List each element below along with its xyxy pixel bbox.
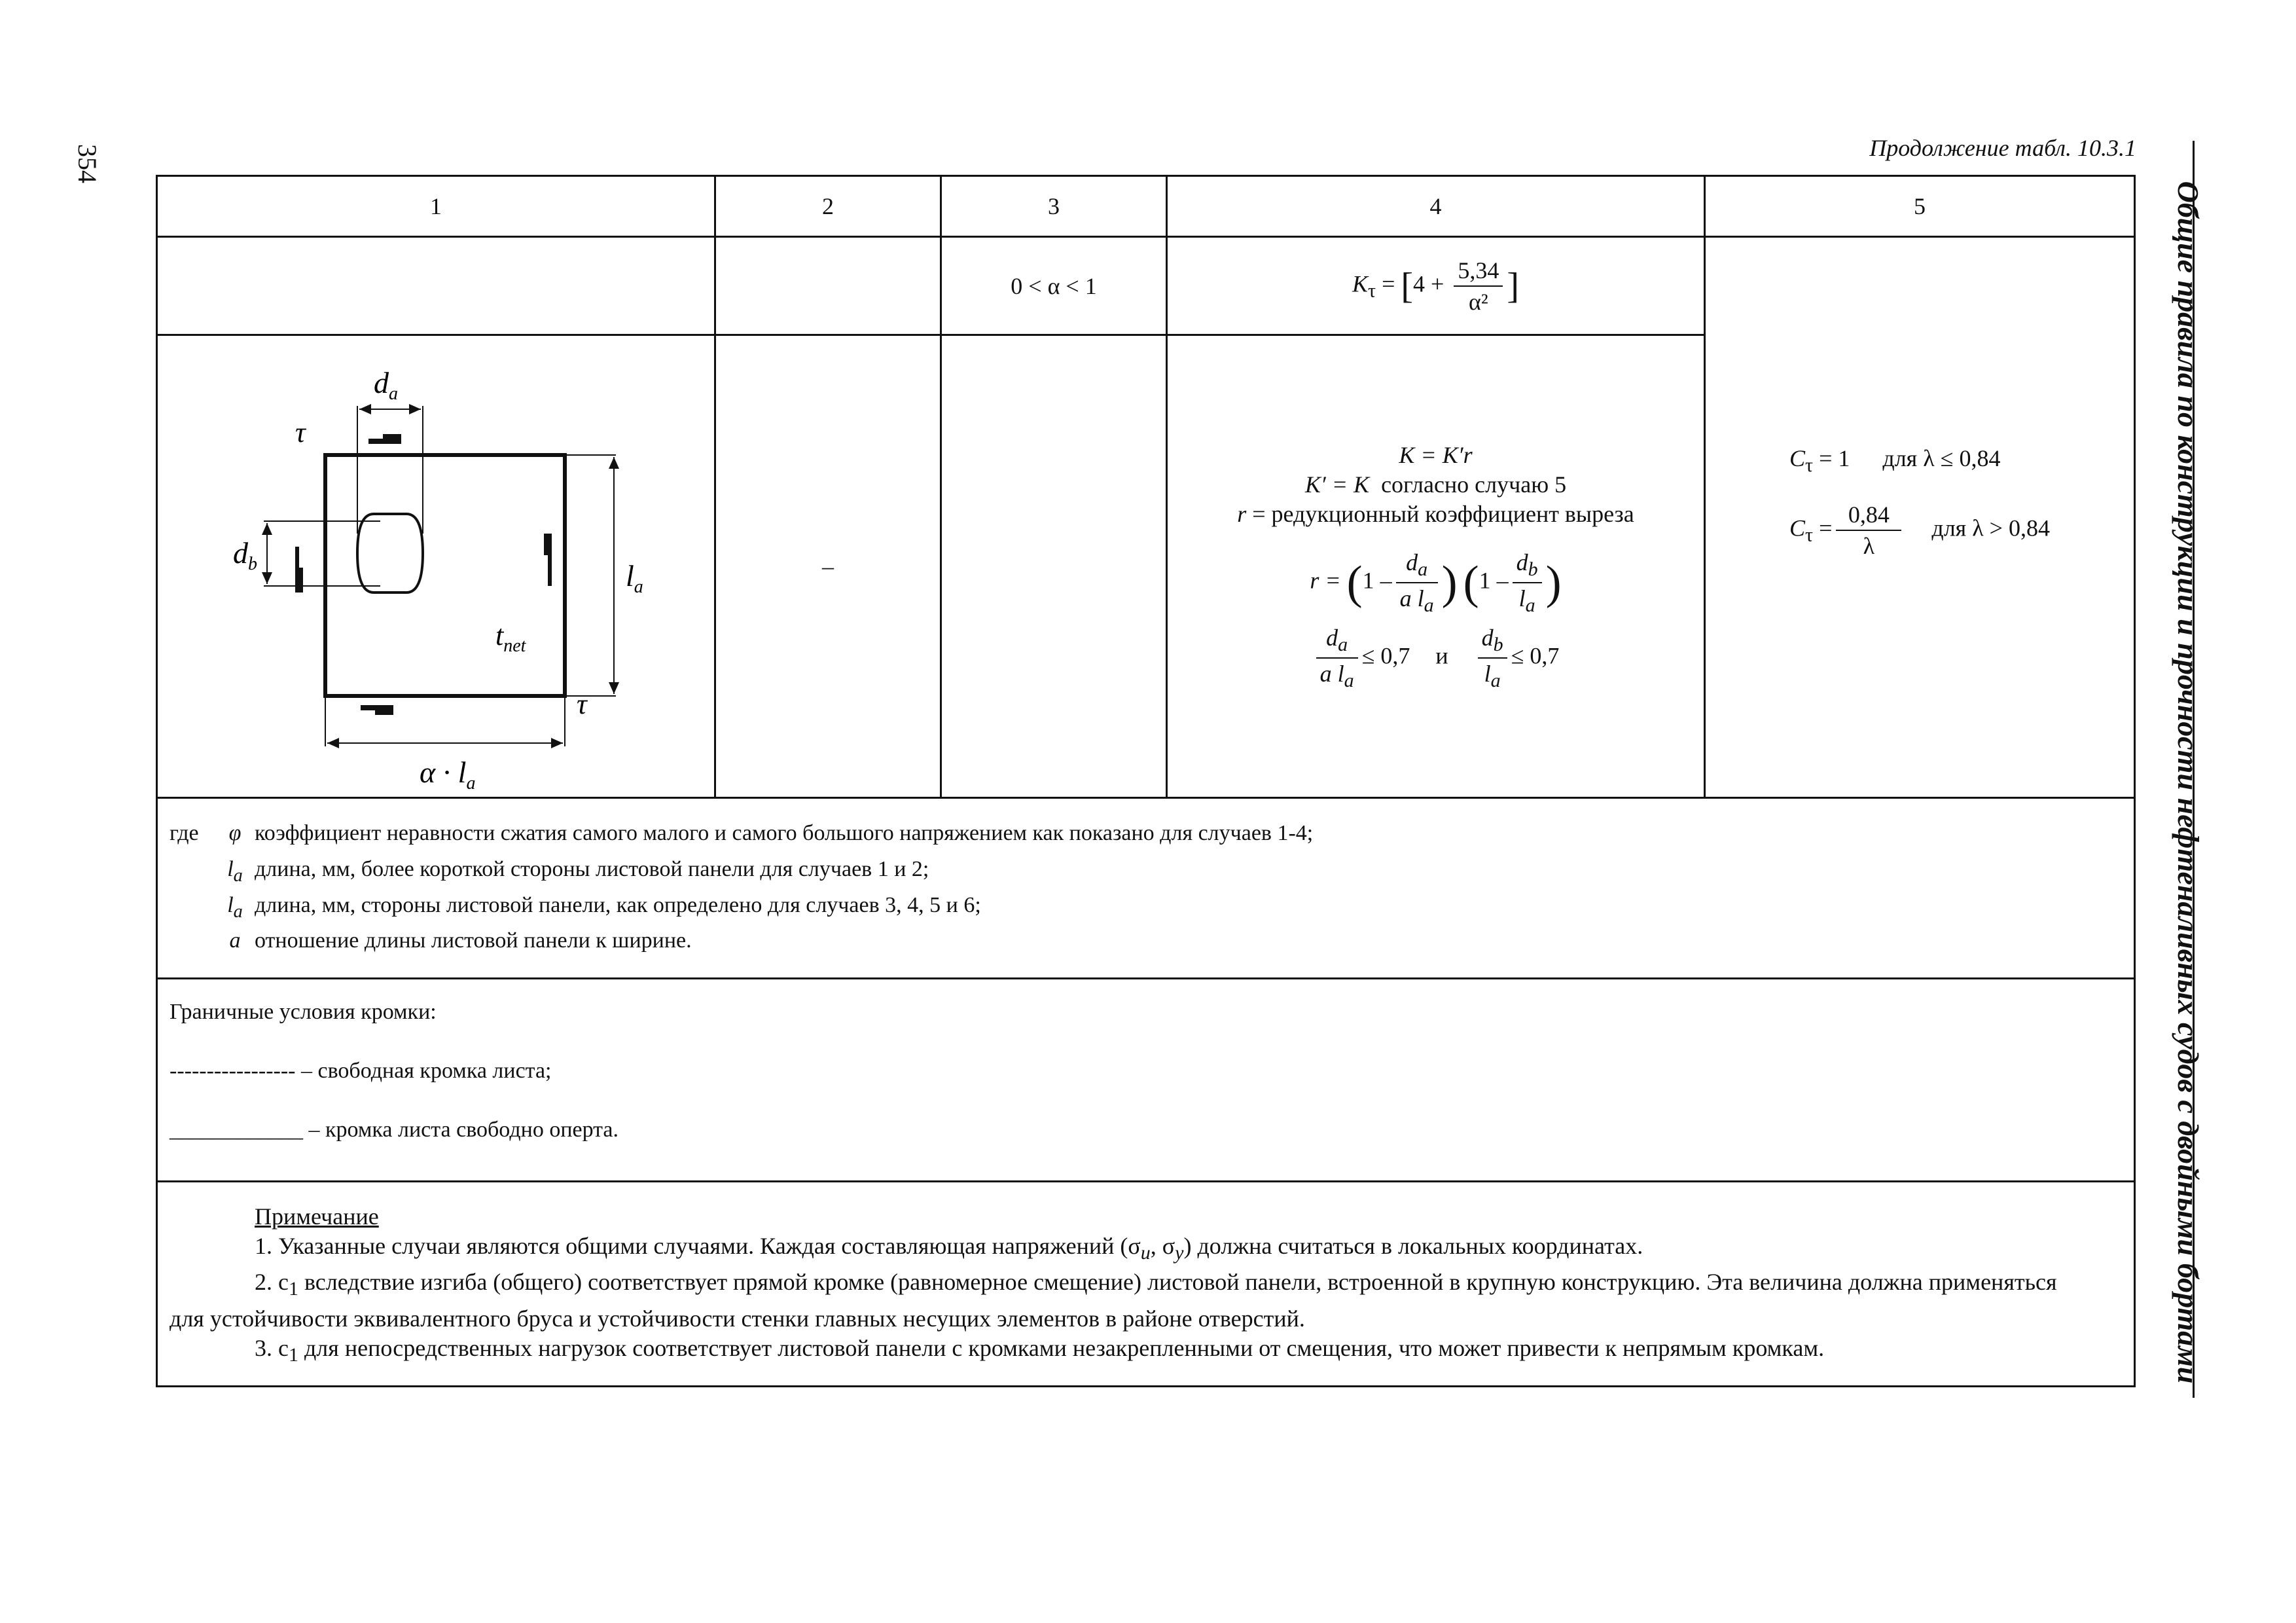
table-row-boundary: [157, 979, 2135, 1182]
tau-top-label: τ: [295, 416, 306, 448]
shear-arrow-top: [368, 434, 401, 444]
paren-open-2: (: [1463, 556, 1479, 609]
side-title-container: [2149, 151, 2227, 1414]
where-item: [170, 818, 2122, 854]
shear-arrow-bottom: [361, 705, 393, 715]
bracket-open: [: [1401, 265, 1414, 306]
boundary-title: Граничные условия кромки:: [170, 1000, 437, 1025]
where-symbol: $l_a$: [227, 892, 243, 922]
r-definition-line: [1168, 500, 1704, 529]
ratio-limits: [1168, 624, 1704, 692]
row1-col1: [157, 237, 715, 335]
plate-opening-figure: [158, 337, 716, 795]
c-tau-1-sub: τ: [1805, 454, 1814, 477]
where-item: [170, 890, 2122, 926]
k-tau-fraction: [1454, 257, 1503, 316]
c-tau-cell: [1705, 237, 2135, 798]
k-line-text: K = K′r: [1399, 442, 1473, 469]
k-tau-lhs: K: [1352, 270, 1368, 297]
db-ratio-den: $l_a$: [1518, 585, 1535, 617]
one-minus-1: 1 –: [1362, 567, 1392, 594]
where-gde: где: [170, 821, 199, 845]
c-tau-case-2: [1789, 501, 2050, 560]
and-word: и: [1435, 642, 1448, 668]
shear-arrow-left: [295, 547, 303, 593]
shear-arrow-right: [544, 534, 552, 586]
tau-bottom-label: τ: [577, 688, 587, 720]
r-symbol: r: [1237, 501, 1247, 528]
da-label: $d_a$: [374, 366, 398, 404]
da-ratio-num: $d_a$: [1396, 549, 1438, 583]
r-lhs: r =: [1310, 567, 1341, 594]
paren-close-2: ): [1545, 556, 1562, 609]
opening-outline: [357, 514, 423, 593]
where-text: длина, мм, стороны листовой панели, как определено для случаев 3, 4, 5 и 6;: [255, 892, 981, 917]
limit-fraction-2: [1478, 624, 1507, 692]
limit-1-den: a $l_a$: [1319, 660, 1354, 691]
alpha-range-cell: 0 < α < 1: [941, 237, 1167, 335]
c-tau-2-denominator: λ: [1863, 533, 1875, 559]
table-row-where: [157, 798, 2135, 979]
k-tau-formula: [1167, 237, 1705, 335]
note-2-continued: для устойчивости эквивалентного бруса и устойчивости стенки главных несущих элементов в районе отверстий.: [170, 1305, 1305, 1332]
header-col-3: 3: [941, 176, 1167, 237]
k-tau-four-plus: 4 +: [1413, 270, 1450, 297]
c-tau-case-1: [1789, 435, 2050, 481]
where-text: отношение длины листовой панели к ширине.: [255, 928, 692, 953]
boundary-conditions: [157, 979, 2135, 1182]
k-prime-line: [1168, 470, 1704, 500]
k-tau-denominator: α²: [1469, 288, 1488, 315]
header-col-2: 2: [715, 176, 941, 237]
c-tau-1-symbol: C: [1789, 445, 1806, 471]
k-prime-eq: K′ = K: [1304, 471, 1370, 498]
note-1: 1. Указанные случаи являются общими случаями. Каждая составляющая напряжений ($\sigma_u$, $\sigma_y$) должна считаться в локальных координатах.: [255, 1233, 1643, 1264]
limit-1-num: $d_a$: [1316, 624, 1358, 659]
row2-col2: –: [715, 335, 941, 798]
opening-figure-cell: [157, 335, 715, 798]
paren-close-1: ): [1441, 556, 1458, 609]
boundary-supported-edge: ____________ – кромка листа свободно оперта.: [170, 1118, 619, 1142]
table-header-row: [157, 176, 2135, 237]
row2-col3: [941, 335, 1167, 798]
c-tau-2-condition: для λ > 0,84: [1931, 515, 2050, 541]
where-text: коэффициент неравности сжатия самого малого и самого большого напряжением как показано для случаев 1-4;: [255, 821, 1314, 845]
where-item: [170, 854, 2122, 890]
table-row-alpha-range: [157, 237, 2135, 335]
side-title: Общие правила по конструкции и прочности нефтеналивных судов с двойными бортами: [2172, 181, 2205, 1384]
limit-2-num: $d_b$: [1478, 624, 1507, 659]
header-col-1: 1: [157, 176, 715, 237]
note-3: 3. $c_1$ для непосредственных нагрузок соответствует листовой панели с кромками незакрепленными от смещения, что может привести к непрямым кромкам.: [255, 1334, 1825, 1366]
note-section: [157, 1182, 2135, 1387]
one-minus-2: 1 –: [1479, 567, 1509, 594]
da-ratio-den: a $l_a$: [1399, 585, 1434, 617]
row1-col2: [715, 237, 941, 335]
da-ratio-fraction: [1396, 549, 1438, 617]
header-col-5: 5: [1705, 176, 2135, 237]
width-label: $\alpha \cdot l_a$: [420, 756, 476, 793]
limit-fraction-1: [1316, 624, 1358, 692]
reduction-factor-cell: [1167, 335, 1705, 798]
tnet-label: $t_{net}$: [495, 619, 526, 656]
db-ratio-num: $d_b$: [1513, 549, 1542, 583]
note-2: 2. $c_1$ вследствие изгиба (общего) соответствует прямой кромке (равномерное смещение) листовой панели, встроенной в крупную конструкцию. Эта величина должна применяться: [255, 1269, 2057, 1300]
k-tau-sub: τ: [1368, 279, 1376, 301]
c-tau-2-sub: τ: [1805, 524, 1814, 546]
limit-2-den: $l_a$: [1484, 660, 1501, 691]
where-symbol: φ: [228, 821, 242, 845]
boundary-free-edge: ----------------- – свободная кромка листа;: [170, 1059, 552, 1084]
c-tau-2-fraction: [1836, 501, 1901, 560]
bracket-close: ]: [1507, 265, 1519, 306]
la-label: $l_a$: [626, 559, 643, 597]
where-symbol: $l_a$: [227, 856, 243, 886]
k-tau-numerator: 5,34: [1454, 257, 1503, 287]
r-formula: [1168, 549, 1704, 617]
c-tau-1-eq: = 1: [1813, 445, 1850, 471]
note-title: Примечание: [255, 1203, 379, 1230]
table-continuation-label: Продолжение табл. 10.3.1: [1869, 135, 2136, 161]
page-number: 354: [73, 144, 102, 183]
db-ratio-fraction: [1513, 549, 1542, 617]
c-tau-2-numerator: 0,84: [1836, 501, 1901, 531]
paren-open-1: (: [1346, 556, 1363, 609]
c-tau-formulas: [1789, 435, 2050, 560]
plate-outline: [325, 455, 565, 696]
where-text: длина, мм, более короткой стороны листовой панели для случаев 1 и 2;: [255, 856, 929, 881]
k-prime-desc: согласно случаю 5: [1381, 471, 1567, 498]
where-definitions: [157, 798, 2135, 979]
header-col-4: 4: [1167, 176, 1705, 237]
db-label: $d_b$: [233, 536, 257, 574]
k-line: [1168, 441, 1704, 470]
continuation-table: [156, 175, 2136, 1387]
c-tau-1-condition: для λ ≤ 0,84: [1882, 445, 2001, 471]
limit-1-le: ≤ 0,7: [1361, 642, 1410, 668]
limit-2-le: ≤ 0,7: [1511, 642, 1560, 668]
table-row-note: [157, 1182, 2135, 1387]
c-tau-2-eq: =: [1813, 515, 1833, 541]
k-tau-eq: =: [1376, 270, 1401, 297]
r-definition: = редукционный коэффициент выреза: [1246, 501, 1634, 528]
where-item: [170, 926, 2122, 962]
where-symbol: a: [229, 928, 241, 953]
c-tau-2-symbol: C: [1789, 515, 1806, 541]
